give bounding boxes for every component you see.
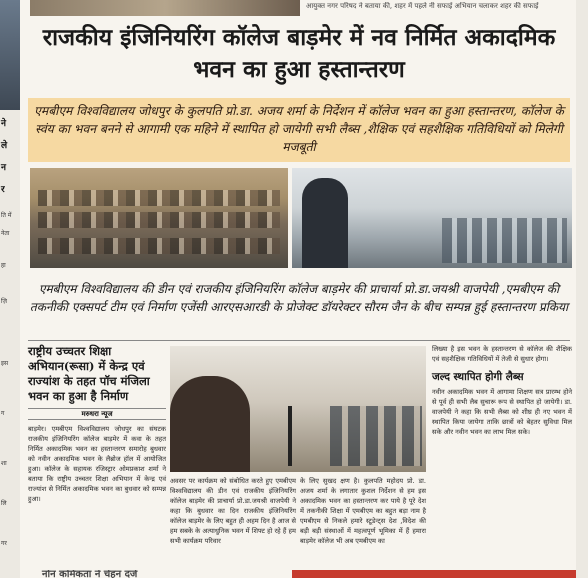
left-snippet: शा: [1, 460, 7, 467]
hall-photo: [292, 168, 572, 268]
body-paragraph: नवीन अकादमिक भवन में आगामा शिक्षण सत्र प्रारम्भ होने से पूर्व ही सभी लैब सुचारू रूप से स्थापित हो जायेगी। डा. वाजपेयी ने कहा कि सभी लैब्स को शीघ्र ही नए भवन में स्थापित किया जायेगा ताकि छात्रों को बेहतर सुविधा मिल सके और नवीन भवन का लाभ मिल सके।: [432, 388, 572, 436]
article: [22, 0, 576, 578]
next-article-edge: [22, 570, 576, 578]
left-snippet: ति में: [1, 212, 12, 219]
sub-story-column-2: [170, 476, 296, 546]
byline: मरुधरा न्यूज: [28, 408, 166, 420]
left-snippet: नेता: [1, 230, 10, 237]
group-photo: [30, 168, 288, 268]
photo-speaker: [170, 376, 250, 472]
article-headline: राजकीय इंजिनियरिंग कॉलेज बाड़मेर में नव निर्मित अकादमिक भवन का हुआ हस्तान्तरण: [42, 24, 556, 83]
left-snippet: इस: [1, 360, 9, 367]
body-paragraph: अवसर पर कार्यक्रम को संबोधित करते हुए एमबीएम विश्वविद्यालय की डीन एवं राजकीय इंजिनियरिंग कॉलेज बाड़मेर की प्राचार्या प्रो.डा.जयश्री वाजपेयी ने कहा कि बुधवार का दिन राजकीय इंजिनियरिंग कॉलेज बाड़मेर के लिए बहुत ही अहम दिन है आज से हम सबके के अत्याधुनिक भवन में शिफ्ट हो रहे हैं हम सभी कार्यक्रम परिवार: [170, 477, 296, 545]
left-fragment: ने: [1, 119, 6, 129]
body-paragraph: बाड़मेर। एमबीएम विश्वविद्यालय जोधपुर का संघटक राजकीय इंजिनियरिंग कॉलेज बाड़मेर में कवा के तहत निर्मित अकादमिक भवन का हस्तान्तरण समारोह बुधवार को नवीन अकादमिक भवन के लैब्रोज हॉल में आयोजित हुआ। कॉलेज के सहायक रजिस्ट्रार ओमप्रकाश शर्मा ने बताया कि राष्ट्रीय उच्चतर शिक्षा अभियान में केन्द्र एवं राज्यांश से निर्मित अकादमिक भवन का बुधवार को सम्पन्न हुआ।: [28, 425, 166, 503]
left-fragment: ले: [1, 141, 8, 151]
previous-article-snippet: आयुक्त नगर परिषद ने बताया की, शहर में पहले नी सफाई अभियान चलाकर शहर की सफाई: [306, 2, 539, 10]
photo-caption: एमबीएम विश्वविद्यालय की डीन एवं राजकीय इंजिनियरिंग कॉलेज बाड़मेर की प्राचार्या प्रो.डा.जयश्री वाजपेयी ,एमबीएम की तकनीकी एक्सपर्ट टीम एवं निर्माण एजेंसी आरएसआरडी के प्रोजेक्ट डॉयरेक्टर सौरम जैन के बीच सम्पन्न हुई हस्तान्तरण प्रकिया: [29, 282, 569, 314]
body-paragraph: के लिए सुखद क्षण है। कुलपति महोदय प्रो. डा. अजय शर्मा के लगातार कुशल निर्देशन से हम इस अकादमिक भवन का हस्तान्तरण कर पाये है पूरे देश में तकनीकी शिक्षा में एमबीएम का बहुत बड़ा नाम है एमबीएम से निकले हमारे स्टूडेन्ट्स देश ,विदेश की बड़ी बड़ी संस्थाओं में महत्वपूर्ण भूमिका में हैं हमारा बाड़मेर कॉलेज भी अब एमबीएम का: [300, 477, 426, 545]
deck-text: एमबीएम विश्वविद्यालय जोधपुर के कुलपति प्रो.डा. अजय शर्मा के निर्देशन में कॉलेज भवन का हुआ हस्तान्तरण, कॉलेज के स्वंय का भवन बनने से आगामी एक महिने में स्थापित हो जायेगी सभी लैब्स ,शैक्षिक एवं सहशैक्षिक गतिविधियों को मिलेगी मजबूती: [34, 104, 564, 154]
next-article-headline: नोन कर्मिकता ने चेहन दर्ज: [42, 570, 138, 578]
adjacent-column-left: [0, 0, 20, 578]
photo-audience: [442, 218, 567, 263]
left-snippet: ज़ि: [1, 298, 8, 305]
left-fragment: र: [1, 185, 5, 195]
left-snippet: गर: [1, 540, 7, 547]
sub-section-headline: जल्द स्थापित होगी लैब्स: [432, 371, 524, 383]
left-snippet: लि: [1, 500, 7, 507]
left-snippet: हा: [1, 262, 6, 269]
previous-article-photo: [30, 0, 300, 16]
left-fragment: न: [1, 163, 6, 173]
photo-row-standing: [38, 190, 280, 206]
next-article-banner: [292, 570, 576, 578]
photo-row-seated: [38, 238, 280, 254]
article-deck: [28, 98, 570, 162]
body-paragraph: लिख्या है इस भवन के हस्तान्तरण से कॉलेज की शैक्षिक एवं सहशैक्षिक गतिविधियों में तेजी से सुधार होगा।: [432, 345, 572, 363]
section-divider: [28, 340, 570, 341]
sub-story-column-1: [28, 344, 166, 504]
photo-microphone: [288, 406, 292, 466]
sub-story-column-4: [432, 344, 572, 437]
photo-audience: [330, 406, 422, 466]
adjacent-photo: [0, 0, 20, 110]
photo-row-middle: [38, 212, 280, 228]
speech-photo: [170, 346, 426, 472]
sub-story-headline: राष्ट्रीय उच्चतर शिक्षा अभियान(रूसा) में केन्द्र एवं राज्यांश के तहत पॉच मंजिला भवन का हुआ है निर्माण: [28, 344, 150, 403]
sub-story-column-3: [300, 476, 426, 546]
adjacent-column-right: [576, 0, 588, 578]
photo-speaker: [302, 178, 348, 268]
left-snippet: ग: [1, 410, 5, 417]
